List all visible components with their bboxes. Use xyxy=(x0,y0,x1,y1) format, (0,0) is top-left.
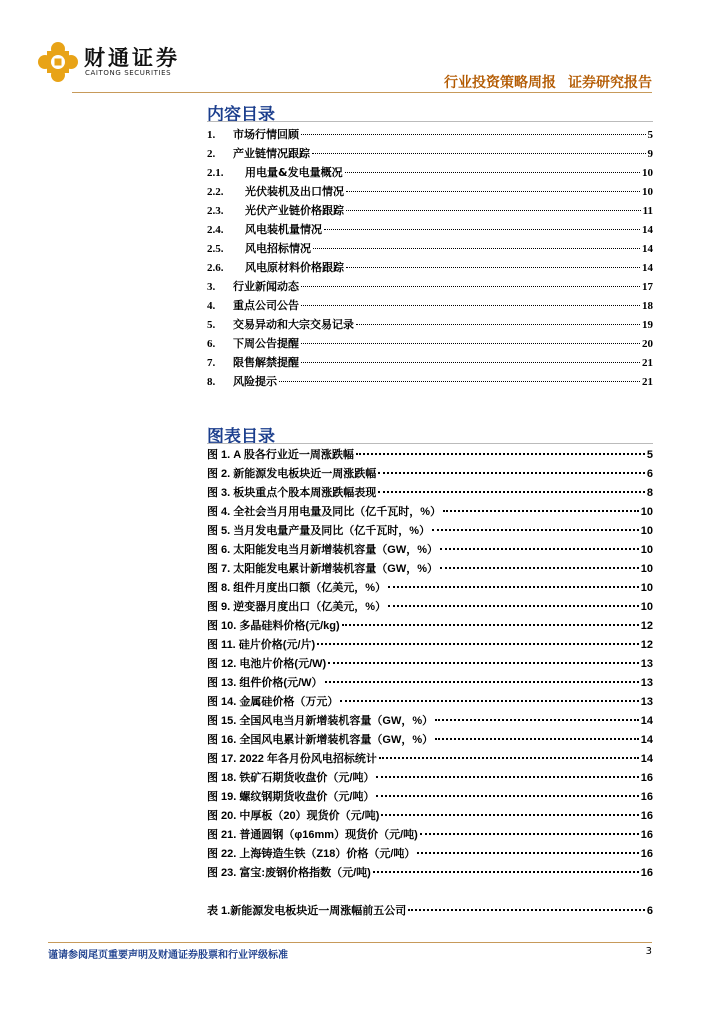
figure-entry[interactable] xyxy=(207,636,653,655)
caitong-emblem-icon xyxy=(38,42,78,82)
figure-entry-page: 16 xyxy=(640,772,653,784)
table-entry[interactable] xyxy=(207,902,653,921)
toc-entry-label: 下周公告提醒 xyxy=(233,337,299,350)
toc-entry[interactable] xyxy=(207,201,653,220)
toc-entry-label: 光伏装机及出口情况 xyxy=(245,185,344,198)
toc-entry-label: 风电装机量情况 xyxy=(245,223,322,236)
toc-entry-number: 7. xyxy=(207,357,216,369)
toc-entry-page: 14 xyxy=(642,224,653,236)
figure-entry-label: 图 8. 组件月度出口额（亿美元，%） xyxy=(207,582,387,594)
toc-entry-label: 风电招标情况 xyxy=(245,242,311,255)
table-entry-label: 表 1.新能源发电板块近一周涨幅前五公司 xyxy=(207,905,407,917)
figure-entry[interactable] xyxy=(207,769,653,788)
figure-entry[interactable] xyxy=(207,674,653,693)
figure-entry-label: 图 5. 当月发电量产量及同比（亿千瓦时，%） xyxy=(207,525,431,537)
figure-entry-label: 图 2. 新能源发电板块近一周涨跌幅 xyxy=(207,468,377,480)
figure-entry-label: 图 15. 全国风电当月新增装机容量（GW，%） xyxy=(207,715,434,727)
dot-leader xyxy=(324,229,640,230)
toc-entry-page: 18 xyxy=(642,300,653,312)
figure-entry-label: 图 18. 铁矿石期货收盘价（元/吨） xyxy=(207,772,375,784)
footer-disclaimer[interactable]: 谨请参阅尾页重要声明及财通证券股票和行业评级标准 xyxy=(48,950,288,961)
figure-entry[interactable] xyxy=(207,826,653,845)
figure-entry[interactable] xyxy=(207,807,653,826)
toc-entry-label: 风电原材料价格跟踪 xyxy=(245,261,344,274)
dot-leader xyxy=(346,191,640,192)
dot-leader xyxy=(340,700,638,702)
toc-entry-page: 9 xyxy=(647,148,653,160)
figure-entry-page: 13 xyxy=(640,677,653,689)
figure-entry-page: 10 xyxy=(640,582,653,594)
figure-entry[interactable] xyxy=(207,541,653,560)
dot-leader xyxy=(317,643,639,645)
toc-entry[interactable] xyxy=(207,144,653,163)
toc-entry-number: 2.3. xyxy=(207,205,224,217)
figure-entry[interactable] xyxy=(207,617,653,636)
logo-english-name: CAITONG SECURITIES xyxy=(85,69,172,77)
figure-entry-page: 10 xyxy=(640,563,653,575)
dot-leader xyxy=(346,210,641,211)
dot-leader xyxy=(408,909,645,911)
figure-entry-label: 图 1. A 股各行业近一周涨跌幅 xyxy=(207,449,354,461)
figure-entry-label: 图 17. 2022 年各月份风电招标统计 xyxy=(207,753,377,765)
toc-entry-number: 2.2. xyxy=(207,186,224,198)
page-number: 3 xyxy=(645,946,652,957)
header-divider xyxy=(72,92,652,93)
toc-entry-number: 6. xyxy=(207,338,216,350)
toc-title: 内容目录 xyxy=(207,105,275,125)
toc-entry-page: 5 xyxy=(647,129,653,141)
toc-entry-page: 14 xyxy=(642,243,653,255)
toc-entry-label: 风险提示 xyxy=(233,375,277,388)
figure-entry[interactable] xyxy=(207,522,653,541)
figure-entry[interactable] xyxy=(207,750,653,769)
toc-entry-number: 1. xyxy=(207,129,216,141)
toc-title-rule xyxy=(207,121,653,122)
toc-entry[interactable] xyxy=(207,125,653,144)
figure-entry-page: 16 xyxy=(640,848,653,860)
figure-entry[interactable] xyxy=(207,484,653,503)
toc-entry-page: 14 xyxy=(642,262,653,274)
toc-entry-page: 20 xyxy=(642,338,653,350)
toc-entry[interactable] xyxy=(207,296,653,315)
toc-entry-page: 21 xyxy=(642,357,653,369)
dot-leader xyxy=(376,795,638,797)
toc-entry-label: 用电量&发电量概况 xyxy=(245,166,343,179)
dot-leader xyxy=(356,324,640,325)
figure-entry-label: 图 16. 全国风电累计新增装机容量（GW，%） xyxy=(207,734,434,746)
figure-entry[interactable] xyxy=(207,579,653,598)
dot-leader xyxy=(376,776,638,778)
toc-entry-number: 2. xyxy=(207,148,216,160)
figure-entry-page: 14 xyxy=(640,715,653,727)
figure-entry[interactable] xyxy=(207,788,653,807)
figures-title: 图表目录 xyxy=(207,427,275,447)
logo-chinese-name: 财通证券 xyxy=(84,46,180,70)
dot-leader xyxy=(388,605,639,607)
figure-entry[interactable] xyxy=(207,655,653,674)
toc-entry-number: 4. xyxy=(207,300,216,312)
figure-entry-label: 图 19. 螺纹钢期货收盘价（元/吨） xyxy=(207,791,375,803)
dot-leader xyxy=(346,267,640,268)
toc-entry-page: 21 xyxy=(642,376,653,388)
toc-entry-label: 光伏产业链价格跟踪 xyxy=(245,204,344,217)
figure-entry-page: 13 xyxy=(640,658,653,670)
toc-entry-page: 10 xyxy=(642,186,653,198)
dot-leader xyxy=(388,586,639,588)
figure-entry-label: 图 6. 太阳能发电当月新增装机容量（GW，%） xyxy=(207,544,439,556)
toc-entry-page: 19 xyxy=(642,319,653,331)
dot-leader xyxy=(279,381,640,382)
report-type: 行业投资策略周报 xyxy=(444,75,556,91)
dot-leader xyxy=(325,681,639,683)
dot-leader xyxy=(435,738,639,740)
dot-leader xyxy=(435,719,639,721)
dot-leader xyxy=(312,153,646,154)
figure-entry-label: 图 13. 组件价格(元/W） xyxy=(207,677,323,689)
dot-leader xyxy=(356,453,645,455)
figure-entry-page: 10 xyxy=(640,544,653,556)
dot-leader xyxy=(301,134,646,135)
figure-entry[interactable] xyxy=(207,693,653,712)
figure-entry-label: 图 10. 多晶硅料价格(元/kg) xyxy=(207,620,340,632)
toc-entry[interactable] xyxy=(207,163,653,182)
figure-entry-label: 图 21. 普通圆钢（φ16mm）现货价（元/吨) xyxy=(207,829,418,841)
figure-entry[interactable] xyxy=(207,465,653,484)
figure-entry-page: 8 xyxy=(646,487,653,499)
dot-leader xyxy=(443,510,639,512)
figure-entry-page: 16 xyxy=(640,867,653,879)
dot-leader xyxy=(301,286,640,287)
dot-leader xyxy=(440,548,639,550)
toc-entry-label: 市场行情回顾 xyxy=(233,128,299,141)
figure-entry[interactable] xyxy=(207,845,653,864)
toc-entry-number: 2.6. xyxy=(207,262,224,274)
toc-entry[interactable] xyxy=(207,277,653,296)
toc-entry[interactable] xyxy=(207,315,653,334)
footer-divider xyxy=(48,942,652,943)
toc-entry-page: 17 xyxy=(642,281,653,293)
dot-leader xyxy=(301,305,640,306)
figure-entry-page: 5 xyxy=(646,449,653,461)
dot-leader xyxy=(420,833,639,835)
report-category: 证券研究报告 xyxy=(568,75,652,91)
dot-leader xyxy=(381,814,638,816)
dot-leader xyxy=(379,757,639,759)
toc-entry-label: 行业新闻动态 xyxy=(233,280,299,293)
figure-entry[interactable] xyxy=(207,503,653,522)
dot-leader xyxy=(417,852,638,854)
figure-entry-label: 图 12. 电池片价格(元/W) xyxy=(207,658,327,670)
toc-entry[interactable] xyxy=(207,239,653,258)
toc-entry-number: 8. xyxy=(207,376,216,388)
toc-entry-label: 交易异动和大宗交易记录 xyxy=(233,318,354,331)
dot-leader xyxy=(342,624,639,626)
dot-leader xyxy=(440,567,639,569)
figure-entry[interactable] xyxy=(207,712,653,731)
dot-leader xyxy=(373,871,639,873)
list-of-tables xyxy=(207,902,653,921)
dot-leader xyxy=(378,472,645,474)
toc-entry[interactable] xyxy=(207,182,653,201)
toc-entry[interactable] xyxy=(207,334,653,353)
figure-entry-page: 6 xyxy=(646,468,653,480)
toc-entry-number: 3. xyxy=(207,281,216,293)
figure-entry-label: 图 11. 硅片价格(元/片) xyxy=(207,639,316,651)
figure-entry[interactable] xyxy=(207,598,653,617)
toc-entry-page: 11 xyxy=(642,205,653,217)
dot-leader xyxy=(328,662,639,664)
figure-entry-label: 图 23. 富宝:废钢价格指数（元/吨) xyxy=(207,867,371,879)
figure-entry-label: 图 20. 中厚板（20）现货价（元/吨) xyxy=(207,810,380,822)
dot-leader xyxy=(432,529,639,531)
figure-entry-page: 10 xyxy=(640,506,653,518)
dot-leader xyxy=(301,343,640,344)
toc-entry[interactable] xyxy=(207,372,653,391)
figure-entry-page: 16 xyxy=(640,810,653,822)
toc-entry-label: 重点公司公告 xyxy=(233,299,299,312)
figure-entry-label: 图 22. 上海铸造生铁（Z18）价格（元/吨） xyxy=(207,848,416,860)
figure-entry-label: 图 4. 全社会当月用电量及同比（亿千瓦时，%） xyxy=(207,506,442,518)
dot-leader xyxy=(301,362,640,363)
toc-entry[interactable] xyxy=(207,258,653,277)
toc-entry-number: 5. xyxy=(207,319,216,331)
figures-title-rule xyxy=(207,443,653,444)
figure-entry-page: 10 xyxy=(640,525,653,537)
figure-entry-page: 10 xyxy=(640,601,653,613)
dot-leader xyxy=(313,248,640,249)
toc-entry-number: 2.5. xyxy=(207,243,224,255)
toc-entry-label: 限售解禁提醒 xyxy=(233,356,299,369)
figure-entry[interactable] xyxy=(207,864,653,883)
figure-entry-page: 12 xyxy=(640,620,653,632)
figure-entry-label: 图 3. 板块重点个股本周涨跌幅表现 xyxy=(207,487,377,499)
figure-entry-label: 图 7. 太阳能发电累计新增装机容量（GW，%） xyxy=(207,563,439,575)
figure-entry-label: 图 14. 金属硅价格（万元） xyxy=(207,696,339,708)
figure-entry[interactable] xyxy=(207,731,653,750)
figure-entry-page: 12 xyxy=(640,639,653,651)
toc-entry-number: 2.1. xyxy=(207,167,224,179)
report-header xyxy=(444,72,652,92)
figure-entry-page: 14 xyxy=(640,753,653,765)
figure-entry-page: 14 xyxy=(640,734,653,746)
figure-entry-label: 图 9. 逆变器月度出口（亿美元，%） xyxy=(207,601,387,613)
figure-entry-page: 16 xyxy=(640,791,653,803)
figure-entry[interactable] xyxy=(207,560,653,579)
dot-leader xyxy=(345,172,640,173)
dot-leader xyxy=(378,491,645,493)
figure-entry-page: 13 xyxy=(640,696,653,708)
toc-entry-page: 10 xyxy=(642,167,653,179)
toc-entry[interactable] xyxy=(207,353,653,372)
toc-entry-number: 2.4. xyxy=(207,224,224,236)
figure-entry[interactable] xyxy=(207,446,653,465)
toc-entry[interactable] xyxy=(207,220,653,239)
company-logo xyxy=(38,42,198,82)
table-entry-page: 6 xyxy=(646,905,653,917)
toc-entry-label: 产业链情况跟踪 xyxy=(233,147,310,160)
figure-entry-page: 16 xyxy=(640,829,653,841)
table-of-contents xyxy=(207,125,653,391)
list-of-figures xyxy=(207,446,653,883)
